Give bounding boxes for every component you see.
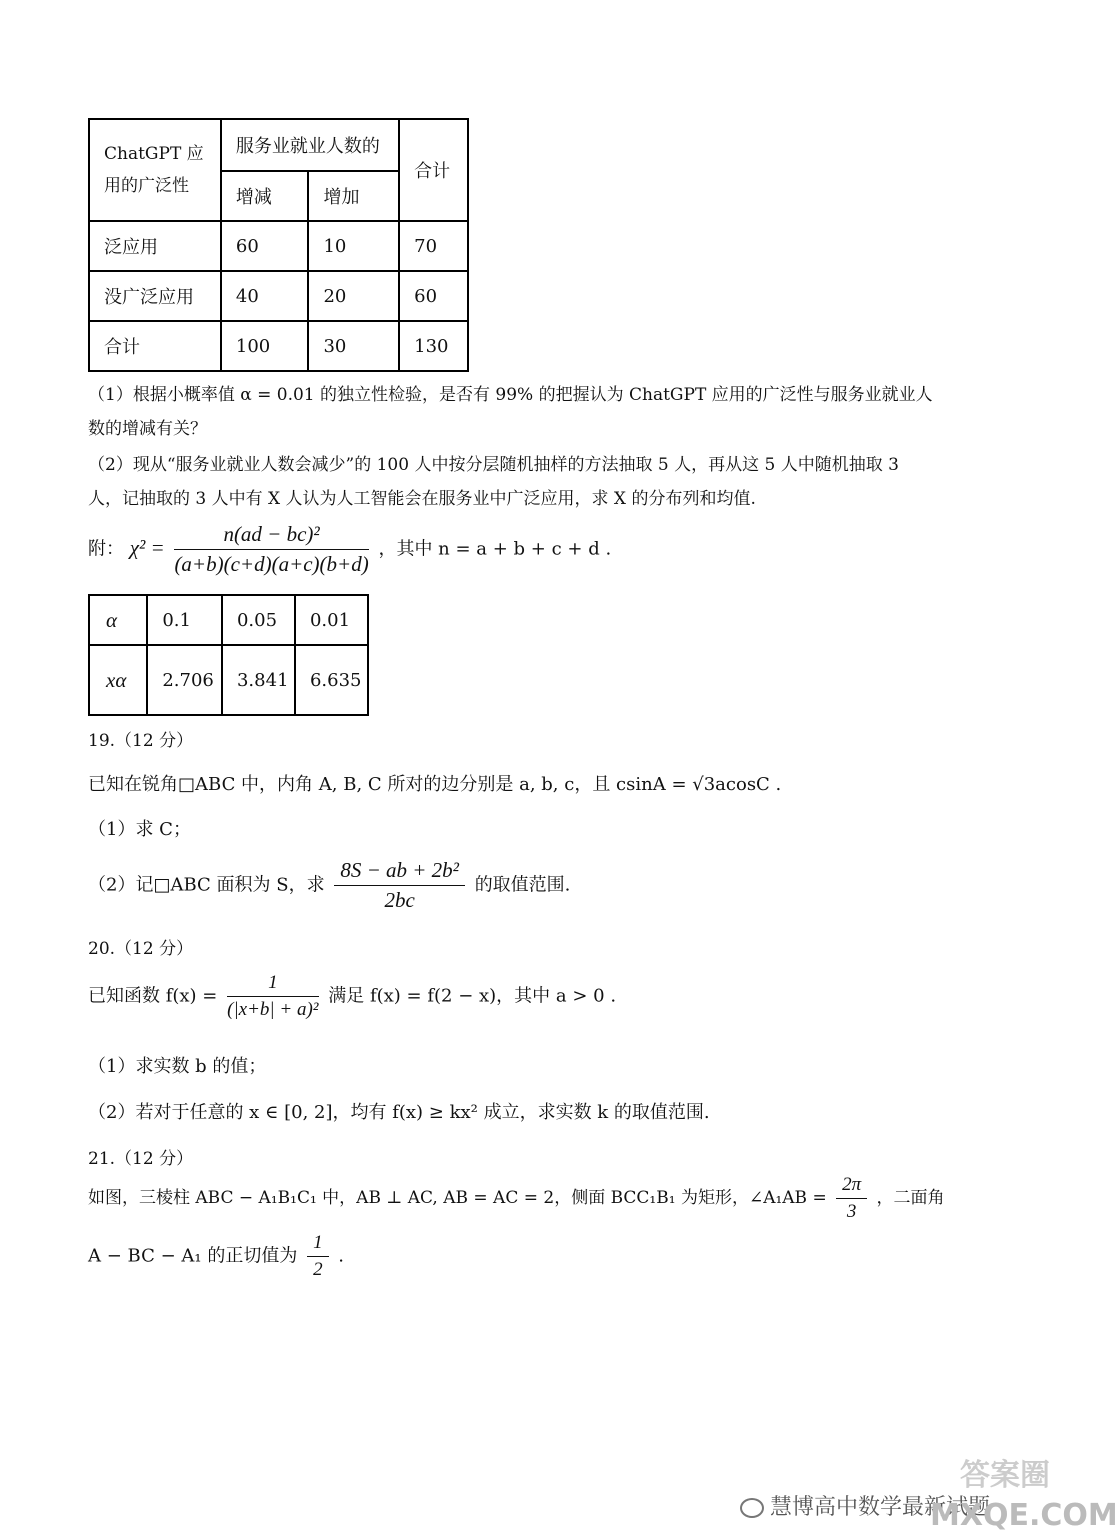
wechat-icon (740, 1498, 764, 1518)
table-row: 泛应用 60 10 70 (89, 221, 468, 271)
table-row: 没广泛应用 40 20 60 (89, 271, 468, 321)
q18-part2-line2: 人，记抽取的 3 人中有 X 人认为人工智能会在服务业中广泛应用，求 X 的分布列和均值. (88, 489, 756, 509)
alpha-label: α (89, 595, 147, 645)
table-header-applicability: ChatGPT 应用的广泛性 (89, 119, 221, 221)
survey-table (88, 118, 469, 372)
table-header-sub2: 增加 (308, 171, 399, 221)
q21-line2: A − BC − A₁ 的正切值为 $\frac{1}{2}$ . (88, 1232, 345, 1280)
q19-part1: （1）求 C； (88, 819, 191, 840)
q21-heading: 21.（12 分） (88, 1149, 194, 1169)
table-row: 合计 100 30 130 (89, 321, 468, 371)
q20-heading: 20.（12 分） (88, 939, 194, 959)
watermark-brand: 答案圈 (960, 1458, 1050, 1493)
q21-stem: 如图，三棱柱 ABC − A₁B₁C₁ 中，AB ⊥ AC, AB = AC = 2，侧面 BCC₁B₁ 为矩形，∠A₁AB = $\frac{2\pi}{3}$ ，二面角 (88, 1174, 945, 1222)
table-header-group: 服务业就业人数的 (221, 119, 399, 171)
table-header-total: 合计 (399, 119, 468, 221)
q19-heading: 19.（12 分） (88, 731, 194, 751)
q18-part1-line1: （1）根据小概率值 α = 0.01 的独立性检验，是否有 99% 的把握认为 ChatGPT 应用的广泛性与服务业就业人 (88, 385, 933, 405)
table-header-sub1: 增减 (221, 171, 309, 221)
chi-square-formula: 附： χ² = $\frac{\text{n(ad − bc)²}}{(a+b)(c+d)(a+c)(b+d)}$ ，其中 n = a + b + c + d . (88, 522, 612, 576)
q18-part2-line1: （2）现从“服务业就业人数会减少”的 100 人中按分层随机抽样的方法抽取 5 人，再从这 5 人中随机抽取 3 (88, 455, 899, 475)
watermark-site: MXQE.COM (930, 1498, 1118, 1533)
critical-value-table: α 0.1 0.05 0.01 xα 2.706 3.841 6.635 (88, 594, 369, 716)
watermark-account: 慧博高中数学最新试题 (740, 1490, 990, 1521)
q20-stem: 已知函数 f(x) = $\frac{1}{\text{(|x+b| + a)²}}$ 满足 f(x) = f(2 − x)，其中 a > 0 . (88, 972, 617, 1020)
x-alpha-label: xα (89, 645, 147, 715)
q19-stem: 已知在锐角□ABC 中，内角 A, B, C 所对的边分别是 a, b, c，且 csinA = √3acosC . (88, 774, 782, 795)
chi-numerator: n(ad − bc)² (174, 522, 368, 550)
q20-part2: （2）若对于任意的 x ∈ [0, 2]，均有 f(x) ≥ kx² 成立，求实数 k 的取值范围. (88, 1102, 710, 1123)
q19-part2: （2）记□ABC 面积为 S，求 $\frac{\text{8S − ab + 2b²}}{2bc}$ 的取值范围. (88, 858, 571, 912)
q20-part1: （1）求实数 b 的值； (88, 1056, 267, 1077)
chi-denominator: (a+b)(c+d)(a+c)(b+d) (174, 552, 369, 576)
q18-part1-line2: 数的增减有关？ (88, 419, 207, 439)
